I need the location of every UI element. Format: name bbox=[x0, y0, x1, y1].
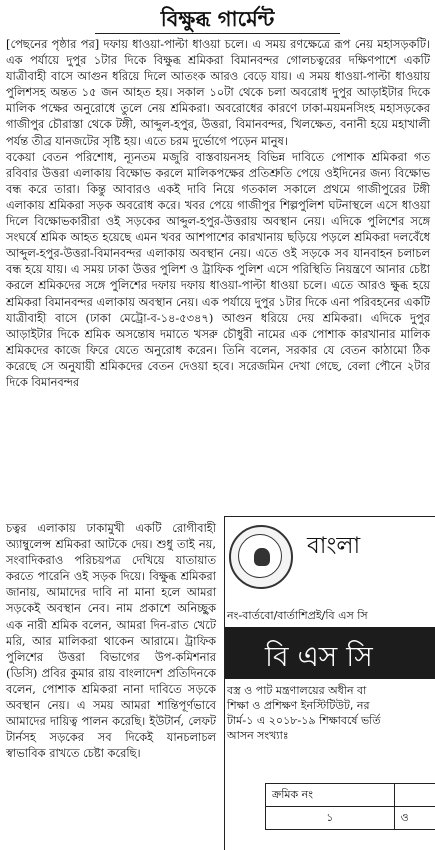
article-continued-column bbox=[6, 520, 216, 761]
ad-reference-number: নং-বার্তবো/বার্তাশিপ্রই/বি এস সি bbox=[227, 607, 368, 626]
ad-body-line: টার্ম-১ এ ২০১৮-১৯ শিক্ষাবর্ষে ভর্তি bbox=[227, 713, 435, 728]
table-cell: ও bbox=[394, 807, 435, 830]
article-paragraph-3: চত্বর এলাকায় ঢাকামুখী একটি রোগীবাহী অ্যাম্বুলেন্স শ্রমিকরা আটকে দেয়। শুধু তাই নয়, সংবাদিকরাও পরিচয়পত্র দেখিয়ে যাতায়াত করতে পারেনি ওই সড়ক দিয়ে। বিক্ষুব্ধ শ্রমিকরা জানায়, আমাদের দাবি না মানা হলে আমরা সড়কেই অবস্থান নেব। নাম প্রকাশে অনিচ্ছুক এক নারী শ্রমিক বলেন, আমরা দিন-রাত খেটে মরি, আর মালিকরা থাকেন আরামে। ট্রাফিক পুলিশের উত্তরা বিভাগের উপ-কমিশনার (ডিসি) প্রবির কুমার রায় বাংলাদেশ প্রতিদিনকে বলেন, পোশাক শ্রমিকরা নানা দাবিতে সড়কে অবস্থান নেয়। এ সময় আমরা শান্তিপূর্ণভাবে আমাদের দায়িত্ব পালন করেছি। ইউটার্ন, লেফট টার্নসহ সড়কের সব দিকেই যানচলাচল স্বাভাবিক রাখতে চেষ্টা করেছি। bbox=[6, 520, 216, 761]
article-paragraph-1: [পেছনের পৃষ্ঠার পর] দফায় ধাওয়া-পাল্টা ধাওয়া চলে। এ সময় রণক্ষেত্রে রূপ নেয় মহাসড়কটি। এক পর্যায়ে দুপুর ১টার দিকে বিক্ষুব্ধ শ্রমিকরা বিমানবন্দর গোলচত্বরের দক্ষিণপাশে একটি যাত্রীবাহী বাসে আগুন ধরিয়ে দিলে আতংক আরও বেড়ে যায়। এ সময় ধাওয়া-পাল্টা ধাওয়ায় পুলিশসহ অন্তত ১৫ জন আহত হয়। সকাল ১০টা থেকে চলা অবরোধ দুপুর আড়াইটার দিকে মালিক পক্ষের অনুরোধে তুলে নেয় শ্রমিকরা। অবরোধের কারণে ঢাকা-ময়মনসিংহ মহাসড়কের গাজীপুর চৌরাস্তা থেকে টঙ্গী, আব্দুল-হপুর, উত্তরা, বিমানবন্দর, খিলক্ষেত, বনানী হয়ে মহাখালী পর্যন্ত তীব্র যানজটের সৃষ্টি হয়। এতে চরম দুর্ভোগে পড়েন মানুষ। bbox=[6, 36, 430, 149]
government-advertisement bbox=[224, 516, 435, 850]
ad-body-line: আসন সংখ্যাঃ bbox=[227, 728, 435, 743]
ad-title: বাংলা bbox=[307, 527, 360, 566]
ad-seat-table bbox=[265, 783, 435, 830]
ad-banner bbox=[225, 627, 435, 679]
ad-body-line: বস্ত্র ও পাট মন্ত্রণালয়ের অধীন বা bbox=[227, 683, 435, 698]
table-header-cell: ক্রমিক নং bbox=[266, 784, 395, 807]
government-seal-icon bbox=[229, 525, 293, 589]
table-cell: ১ bbox=[266, 807, 395, 830]
headline-underline bbox=[95, 33, 340, 34]
article-paragraph-2: বকেয়া বেতন পরিশোধ, ন্যূনতম মজুরি বাস্তবায়নসহ বিভিন্ন দাবিতে পোশাক শ্রমিকরা গত রবিবার উত্তরা এলাকায় বিক্ষোভ করলে মালিকপক্ষের প্রতিশ্রুতি পেয়ে ওইদিনের জন্য বিক্ষোভ বন্ধ করে তারা। কিন্তু আবারও একই দাবি নিয়ে গতকাল সকালে প্রথমে গাজীপুরের টঙ্গী এলাকায় শ্রমিকরা সড়ক অবরোধ করে। খবর পেয়ে গাজীপুর শিল্পপুলিশ ঘটনাস্থলে এসে ধাওয়া দিলে বিক্ষোভকারীরা ওই সড়কের আব্দুল-হপুর-উত্তরায় অবস্থান নেয়। এদিকে পুলিশের সঙ্গে সংঘর্ষে শ্রমিক আহত হয়েছে এমন খবর আশপাশের কারখানায় ছড়িয়ে পড়লে শ্রমিকরা দলবেঁধে আব্দুল-হপুর-উত্তরা-বিমানবন্দর এলাকায় অবস্থান নেয়। এতে ওই সড়কে সব যানবাহন চলাচল বন্ধ হয়ে যায়। এ সময় ঢাকা উত্তর পুলিশ ও ট্রাফিক পুলিশ এসে পরিস্থিতি নিয়ন্ত্রণে আনার চেষ্টা করলে শ্রমিকদের সঙ্গে পুলিশের দফায় দফায় ধাওয়া-পাল্টা ধাওয়া চলে। এতে আরও ক্ষুব্ধ হয়ে শ্রমিকরা বিমানবন্দর এলাকায় অবস্থান নেয়। এক পর্যায়ে দুপুর ১টার দিকে এনা পরিবহনের একটি যাত্রীবাহী বাসে (ঢাকা মেট্রো-ব-১৪-৫৩৪৭) আগুন ধরিয়ে দেয় শ্রমিকরা। এদিকে দুপুর আড়াইটার দিকে শ্রমিক অসন্তোষ দমাতে খসরু চৌধুরী নামের এক পোশাক কারখানার মালিক শ্রমিকদের কাজে ফিরে যেতে অনুরোধ করেন। তিনি বলেন, সরকার যে বেতন কাঠামো ঠিক করেছে সে অনুযায়ী শ্রমিকদের বেতন দেওয়া হবে। সরেজমিন দেখা গেছে, বেলা পৌনে ২টার দিকে বিমানবন্দর bbox=[6, 149, 430, 390]
article-body bbox=[6, 36, 430, 390]
ad-banner-text: বি এস সি bbox=[265, 635, 373, 682]
table-header-row bbox=[266, 784, 435, 807]
article-headline: বিক্ষুব্ধ গার্মেন্ট bbox=[0, 4, 435, 34]
table-header-cell bbox=[394, 784, 435, 807]
ad-body-line: শিক্ষা ও প্রশিক্ষণ ইনস্টিটিউট, নর bbox=[227, 698, 435, 713]
ad-body bbox=[227, 683, 435, 743]
table-row bbox=[266, 807, 435, 830]
